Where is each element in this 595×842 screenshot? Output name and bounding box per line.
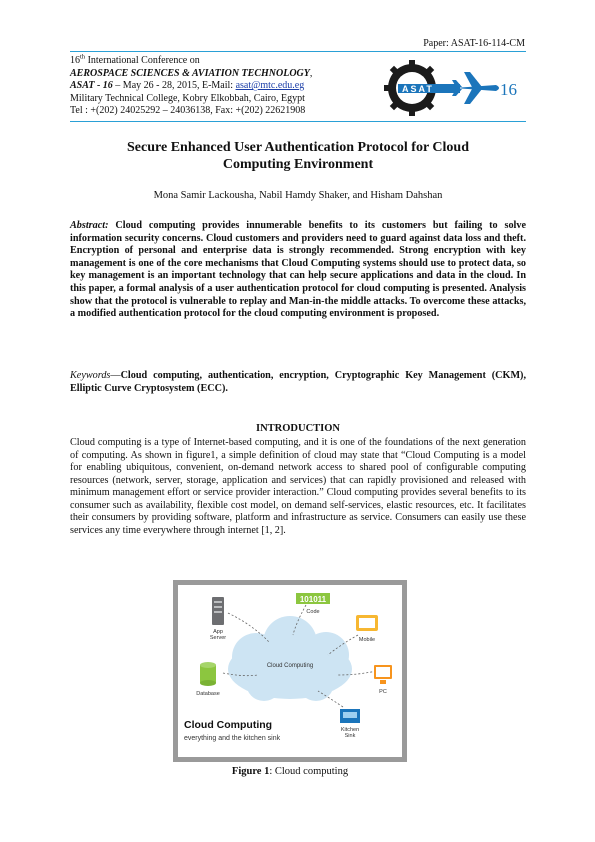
abstract xyxy=(70,220,526,321)
asat-logo xyxy=(384,60,524,116)
cloud-label: Cloud Computing xyxy=(266,663,314,669)
ordinal-suffix: th xyxy=(80,53,86,61)
abstract-text: Cloud computing provides innumerable benefits to its customers but failing to solve information security concerns. Cloud customers and providers need to guard against data loss and theft. Encryption of personal and enterprise data is strongly recommended. Strong encryption with key management is one of the core mechanisms that Cloud Computing systems should use to protect data, so key management is an important technology that can help secure applications and data in the cloud. In this paper, a formal analysis of a user authentication protocol for cloud computing is presented. Analysis show that the protocol is vulnerable to replay and Man-in-the middle attacks. To overcome these attacks, a modified authentication protocol for the cloud computing environment is proposed. xyxy=(70,220,526,320)
conference-line-rest: International Conference on xyxy=(85,55,200,66)
conference-phone: Tel : +(202) 24025292 – 24036138, Fax: +(202) 22621908 xyxy=(70,105,306,117)
figure-cloud-computing xyxy=(173,580,407,762)
keywords xyxy=(70,370,526,395)
logo-text-left: ASAT xyxy=(402,84,434,94)
conference-line xyxy=(70,55,380,68)
keywords-label: Keywords xyxy=(70,370,111,381)
kitchen-sink-icon xyxy=(340,709,360,723)
kitchen-label-2: Sink xyxy=(344,733,356,739)
pc-icon xyxy=(374,665,392,684)
logo-text-right: 16 xyxy=(500,80,517,99)
banner-title: Cloud Computing xyxy=(184,719,273,731)
authors: Mona Samir Lackousha, Nabil Hamdy Shaker, and Hisham Dahshan xyxy=(153,190,443,201)
conference-name-suffix: , xyxy=(309,67,313,79)
mobile-label: Mobile xyxy=(358,637,376,643)
section-heading-introduction: INTRODUCTION xyxy=(255,423,340,434)
banner-subtitle: everything and the kitchen sink xyxy=(184,735,281,742)
app-server-label-2: Server xyxy=(209,635,227,641)
ordinal-number: 16 xyxy=(70,55,80,66)
figure-caption xyxy=(173,766,407,777)
app-server-label-1: App xyxy=(213,629,223,635)
mobile-icon xyxy=(356,615,378,631)
conference-name: AEROSPACE SCIENCES & AVIATION TECHNOLOGY xyxy=(70,67,310,79)
figure-caption-label: Figure 1 xyxy=(231,766,270,777)
abstract-label: Abstract: xyxy=(70,220,109,231)
conference-address: Military Technical College, Kobry Elkobbah, Cairo, Egypt xyxy=(70,92,305,104)
server-icon xyxy=(212,597,224,625)
keywords-text: Cloud computing, authentication, encryption, Cryptographic Key Management (CKM), Elliptic Curve Cryptosystem (ECC). xyxy=(70,370,526,394)
title-line-2: Computing Environment xyxy=(222,157,374,172)
conference-name-line xyxy=(70,68,380,81)
conference-dates: – May 26 - 28, 2015, E-Mail: xyxy=(112,80,236,92)
conference-dates-line xyxy=(70,80,380,93)
code-badge xyxy=(296,593,330,604)
header-top-rule xyxy=(70,51,526,52)
introduction-paragraph: Cloud computing is a type of Internet-based computing, and it is one of the foundations of the next generation of computing. As shown in figure1, a simple definition of cloud may state that “Cloud Computing is a model for enabling ubiquitous, convenient, on-demand network access to shared pool of configurable computing resources (network, server, storage, application and services) that can rapidly provisioned and released with minimum management effort or service provider interaction.” Cloud computing provides several benefits to its consumer such as availability, flexible cost model, on demand self-services, elastic resources, etc. It facilitates their consumers by providing software, platform and infrastructure as service. Consumers can easily use these services any time everywhere through internet [1, 2]. xyxy=(70,437,526,536)
conference-header xyxy=(70,55,380,118)
paper-id: Paper: ASAT-16-114-CM xyxy=(423,38,525,49)
code-label: Code xyxy=(306,609,320,615)
database-label: Database xyxy=(196,691,220,697)
kitchen-label-1: Kitchen xyxy=(340,727,360,733)
figure-caption-text: : Cloud computing xyxy=(269,766,349,777)
cloud-shape xyxy=(228,616,352,701)
airplane-icon xyxy=(452,72,499,104)
keywords-dash: — xyxy=(110,370,121,381)
conference-abbrev: ASAT - 16 xyxy=(70,80,113,92)
paper-title xyxy=(80,139,516,173)
title-line-1: Secure Enhanced User Authentication Protocol for Cloud xyxy=(127,140,469,155)
code-badge-text: 101011 xyxy=(299,595,327,604)
database-icon xyxy=(200,662,216,686)
pc-label: PC xyxy=(379,689,387,695)
email-link[interactable]: asat@mtc.edu.eg xyxy=(235,80,305,92)
header-bottom-rule xyxy=(70,121,526,122)
